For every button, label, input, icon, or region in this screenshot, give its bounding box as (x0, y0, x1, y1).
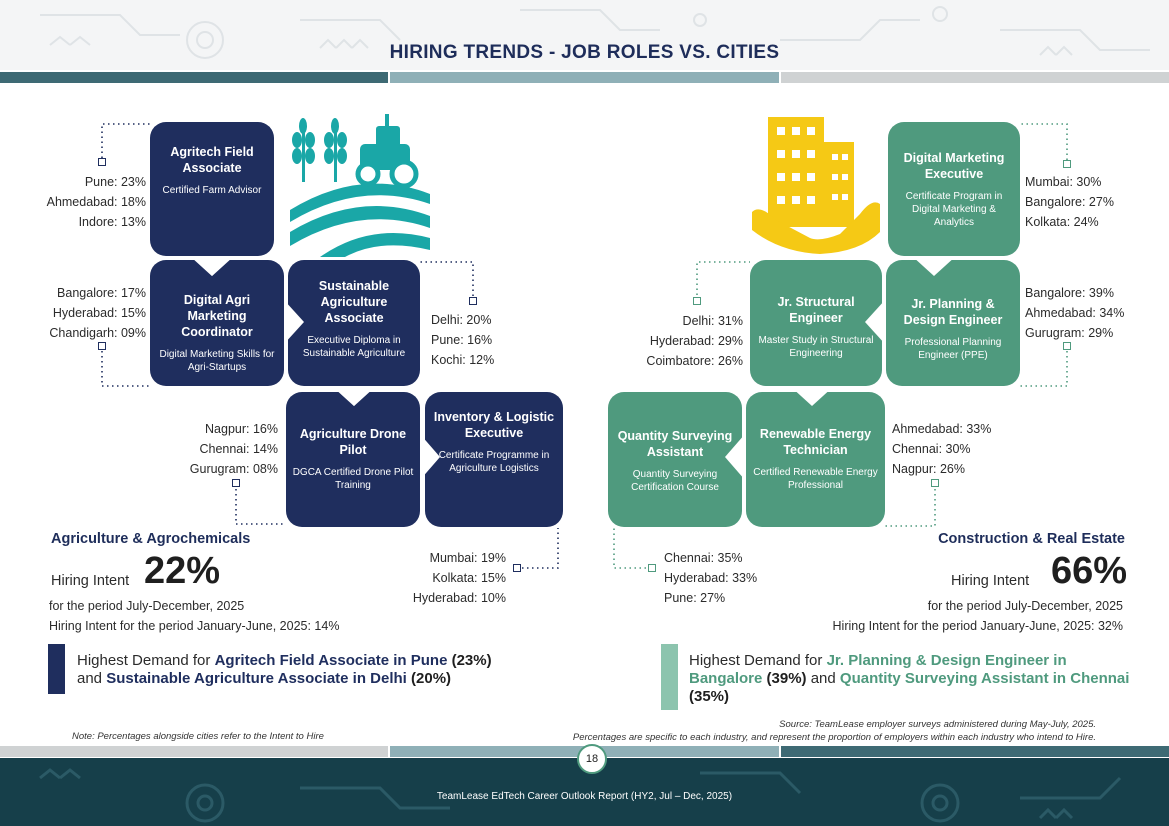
demand-accent-bar (48, 644, 65, 694)
highest-demand-construction: Highest Demand for Jr. Planning & Design Engineer in Bangalore (39%) and Quantity Surveying Assistant in Chennai (35%) (689, 652, 1130, 705)
city-intent: Gurugram: 29% (1025, 326, 1114, 340)
city-intent: Coimbatore: 26% (646, 354, 743, 368)
demand-accent-bar (661, 644, 678, 710)
city-intent: Pune: 23% (84, 175, 146, 189)
city-intent: Chennai: 35% (664, 551, 743, 565)
city-intent: Bangalore: 39% (1025, 286, 1114, 300)
role-certification: Digital Marketing Skills for Agri-Startups (159, 349, 275, 373)
city-intent: Gurugram: 08% (189, 462, 278, 476)
footer-text: TeamLease EdTech Career Outlook Report (HY2, Jul – Dec, 2025) (436, 791, 733, 802)
intent-period: for the period July-December, 2025 (49, 599, 245, 613)
city-intent: Kochi: 12% (431, 353, 495, 367)
hiring-intent-label: Hiring Intent (51, 573, 130, 589)
city-intent: Delhi: 31% (682, 314, 743, 328)
sector-title-agriculture: Agriculture & Agrochemicals (51, 531, 251, 547)
role-title: Inventory & Logistic Executive (433, 410, 555, 440)
city-intent: Pune: 27% (664, 591, 726, 605)
city-intent: Bangalore: 27% (1025, 195, 1114, 209)
city-intent: Hyderabad: 33% (664, 571, 758, 585)
role-certification: DGCA Certified Drone Pilot Training (292, 467, 414, 491)
city-list-quantity-surveying-assistant (664, 548, 784, 608)
connector-marker (1063, 160, 1071, 168)
role-title: Jr. Planning & Design Engineer (903, 297, 1003, 327)
city-intent: Ahmedabad: 33% (892, 422, 992, 436)
role-title: Digital Agri Marketing Coordinator (181, 293, 253, 339)
role-certification: Certificate Program in Digital Marketing & Analytics (905, 191, 1003, 228)
role-certification: Certified Renewable Energy Professional (753, 467, 878, 491)
city-intent: Nagpur: 16% (205, 422, 278, 436)
role-certification: Quantity Surveying Certification Course (631, 469, 719, 493)
role-title: Agriculture Drone Pilot (299, 427, 407, 457)
city-intent: Chandigarh: 09% (49, 326, 146, 340)
city-intent: Indore: 13% (78, 215, 146, 229)
city-list-jr-structural-engineer (620, 311, 743, 371)
role-title: Renewable Energy Technician (759, 427, 872, 457)
city-list-renewable-energy-technician (892, 419, 1012, 479)
footer-bar-segment (781, 746, 1169, 757)
city-intent: Hyderabad: 10% (412, 591, 506, 605)
role-title: Jr. Structural Engineer (777, 295, 855, 325)
role-title: Quantity Surveying Assistant (617, 429, 733, 459)
hiring-intent-value: 22% (144, 550, 221, 592)
city-intent: Kolkata: 15% (432, 571, 506, 585)
note-percentages: Note: Percentages alongside cities refer to the Intent to Hire (72, 731, 324, 742)
city-intent: Chennai: 30% (892, 442, 971, 456)
city-intent: Pune: 16% (431, 333, 493, 347)
hiring-intent-value: 66% (1051, 550, 1128, 592)
city-intent: Hyderabad: 15% (52, 306, 146, 320)
percentages-note: Percentages are specific to each industry, and represent the proportion of employers within each industry who intend to Hire. (572, 732, 1096, 743)
role-title: Digital Marketing Executive (903, 151, 1005, 181)
city-list-jr-planning-design-engineer (1025, 283, 1145, 343)
city-intent: Mumbai: 30% (1025, 175, 1102, 189)
city-intent: Kolkata: 24% (1025, 215, 1099, 229)
role-certification: Certified Farm Advisor (162, 185, 262, 196)
intent-period: for the period July-December, 2025 (927, 599, 1123, 613)
city-intent: Hyderabad: 29% (649, 334, 743, 348)
role-certification: Professional Planning Engineer (PPE) (904, 337, 1002, 361)
hiring-intent-label: Hiring Intent (951, 573, 1030, 589)
city-intent: Ahmedabad: 18% (46, 195, 146, 209)
page-number: 18 (577, 744, 607, 774)
sector-title-construction: Construction & Real Estate (938, 531, 1125, 547)
city-intent: Ahmedabad: 34% (1025, 306, 1125, 320)
role-certification: Certificate Programme in Agriculture Logistics (438, 450, 550, 474)
city-list-digital-marketing-executive (1025, 172, 1145, 232)
connector-marker (648, 564, 656, 572)
city-intent: Chennai: 14% (199, 442, 278, 456)
city-intent: Nagpur: 26% (892, 462, 965, 476)
city-intent: Delhi: 20% (431, 313, 492, 327)
connector-marker (1063, 342, 1071, 350)
previous-intent: Hiring Intent for the period January-June, 2025: 32% (832, 619, 1123, 633)
footer-bar-segment (0, 746, 388, 757)
connector-marker (931, 479, 939, 487)
connector-marker (693, 297, 701, 305)
role-certification: Executive Diploma in Sustainable Agriculture (302, 335, 406, 359)
page-title: HIRING TRENDS - JOB ROLES VS. CITIES (389, 42, 780, 63)
city-intent: Mumbai: 19% (429, 551, 506, 565)
role-certification: Master Study in Structural Engineering (758, 335, 874, 359)
source-note: Source: TeamLease employer surveys administered during May-July, 2025. (779, 719, 1096, 730)
previous-intent: Hiring Intent for the period January-June, 2025: 14% (49, 619, 340, 633)
role-title: Sustainable Agriculture Associate (318, 279, 390, 325)
highest-demand-agriculture: Highest Demand for Agritech Field Associate in Pune (23%) and Sustainable Agriculture Associate in Delhi (20%) (77, 652, 492, 687)
city-intent: Bangalore: 17% (57, 286, 146, 300)
role-title: Agritech Field Associate (170, 145, 254, 175)
